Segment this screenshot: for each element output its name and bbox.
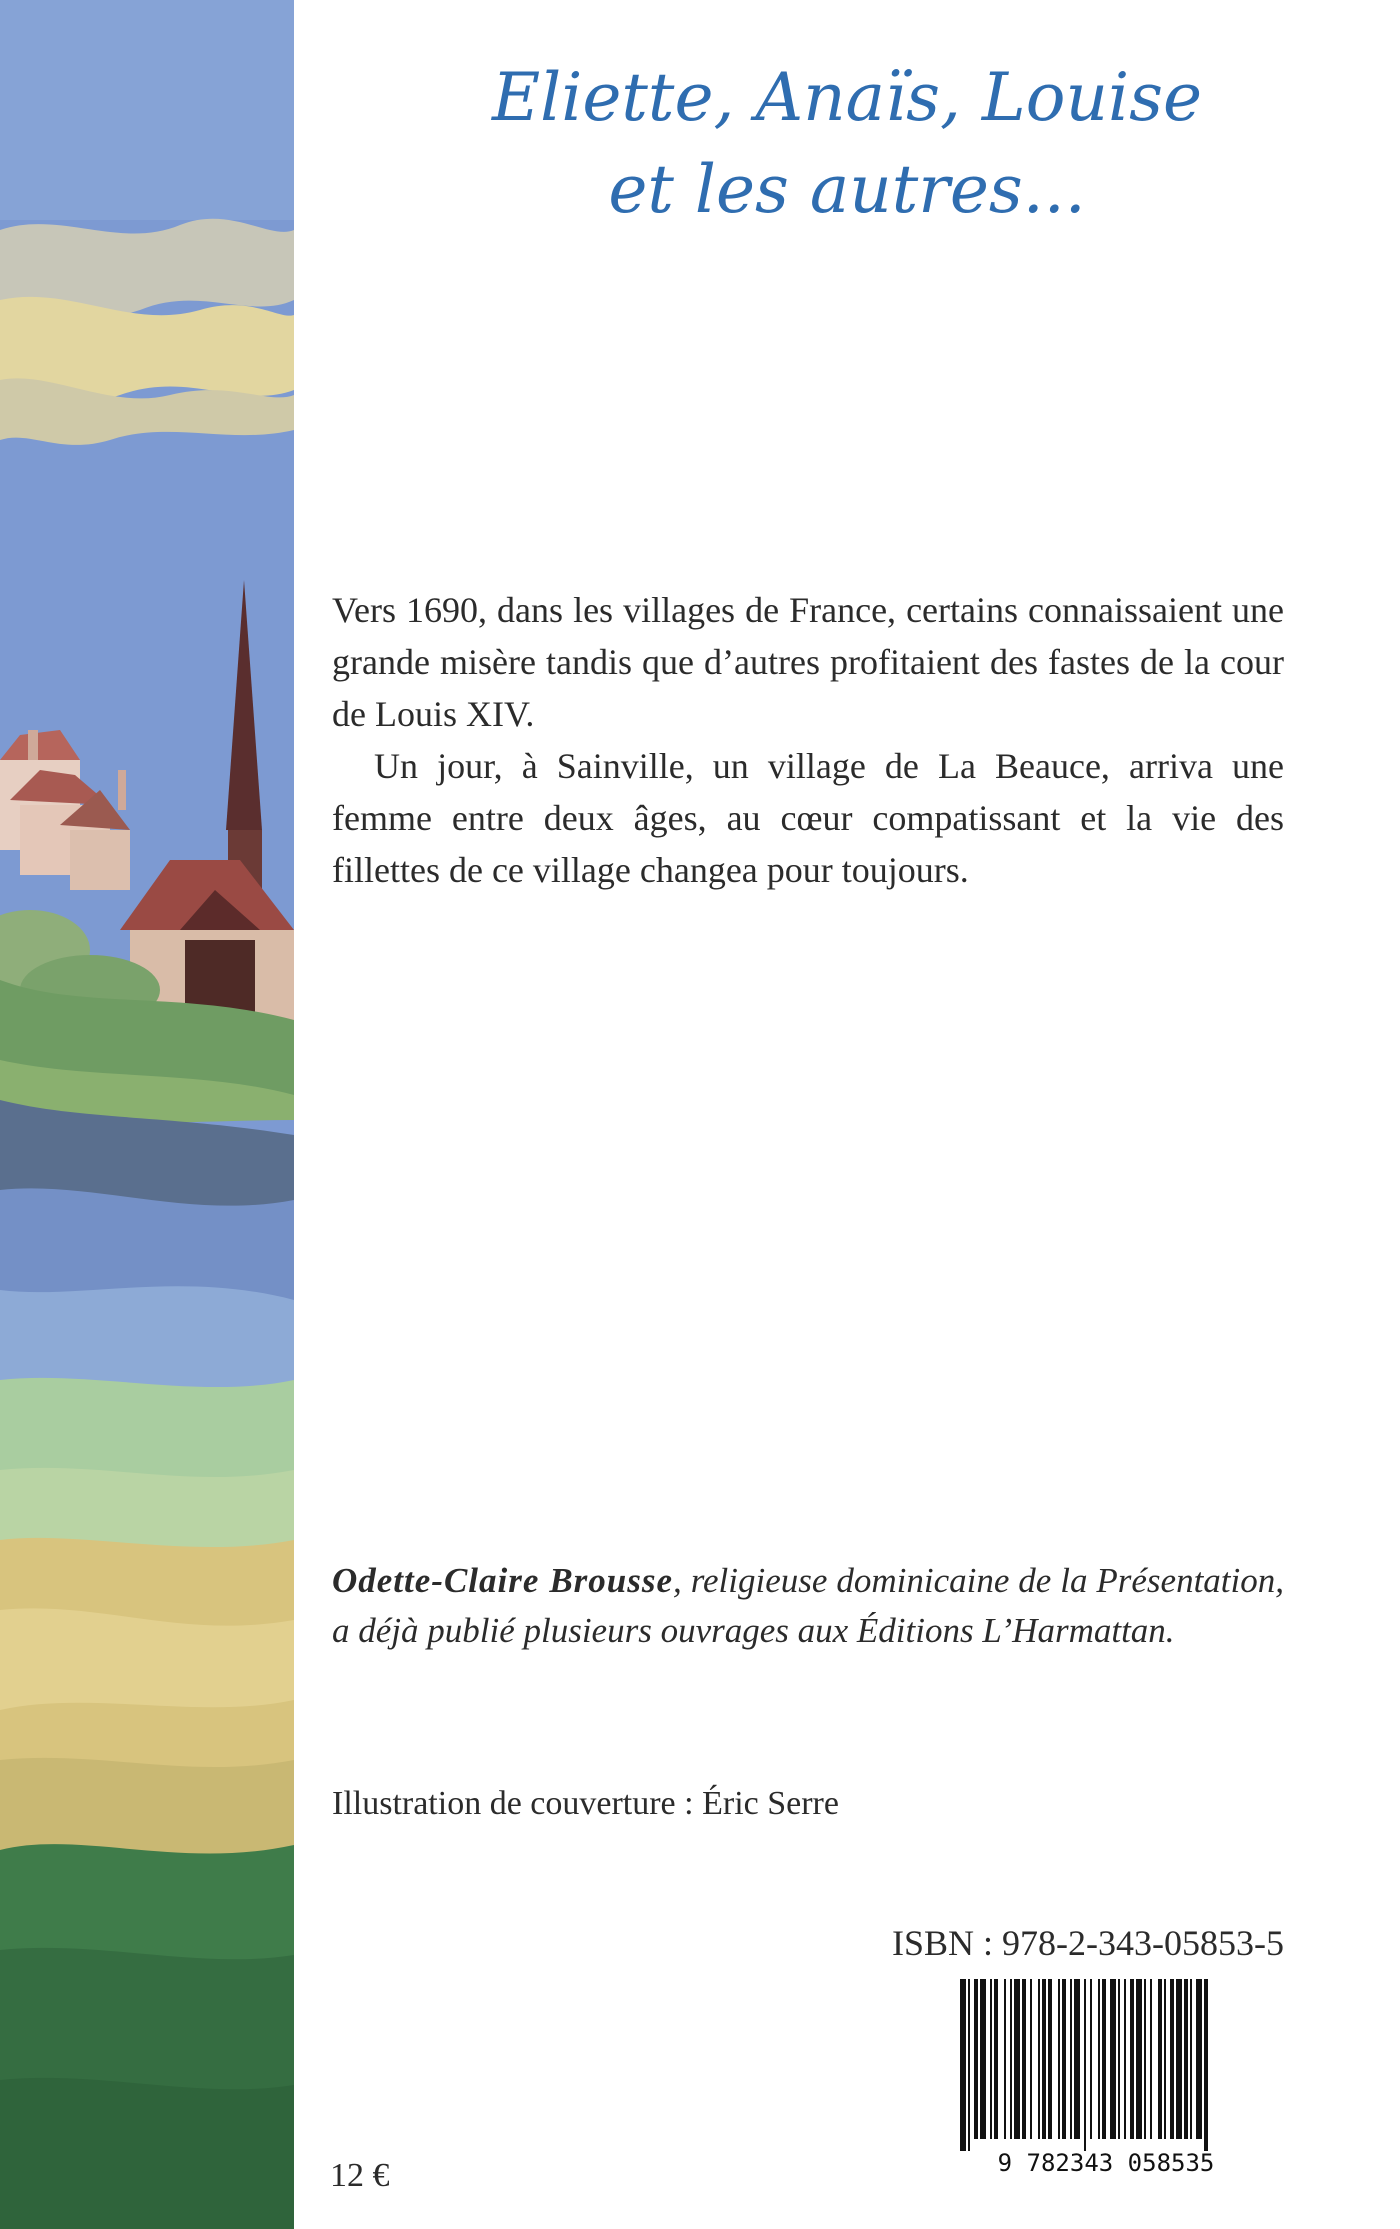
barcode-bar [1118, 1979, 1120, 2139]
barcode-bar [1048, 1979, 1052, 2139]
barcode-bar [1124, 1979, 1126, 2139]
barcode-bar [1164, 1979, 1166, 2139]
book-title-line-2: et les autres... [608, 151, 1086, 228]
barcode-bar [1150, 1979, 1152, 2139]
barcode-bar [1144, 1979, 1146, 2139]
author-bio [332, 1556, 1284, 1656]
barcode-bars [960, 1979, 1208, 2151]
barcode-bar [1102, 1979, 1106, 2139]
barcode-digits: 9 782343 058535 [997, 2149, 1215, 2177]
isbn-number: ISBN : 978-2-343-05853-5 [892, 1923, 1284, 1963]
barcode-graphic [940, 1977, 1272, 2177]
barcode-bar [1184, 1979, 1188, 2139]
barcode-bar [1098, 1979, 1100, 2139]
cover-illustration-strip [0, 0, 294, 2229]
barcode-bar [1062, 1979, 1066, 2139]
barcode-bar [974, 1979, 978, 2139]
barcode-bar [1058, 1979, 1060, 2139]
author-bio-text: , religieuse dominicaine de la Présentation, a déjà publié plusieurs ouvrages aux Éditions L’Harmattan. [332, 1561, 1284, 1650]
barcode-bar [1074, 1979, 1080, 2139]
book-blurb [332, 584, 1284, 896]
barcode-bar [960, 1979, 966, 2151]
barcode-bar [1070, 1979, 1072, 2139]
book-title-line-1: Eliette, Anaïs, Louise [491, 59, 1203, 136]
back-cover-content [294, 0, 1400, 2229]
barcode-bar [1130, 1979, 1134, 2139]
barcode-bar [1022, 1979, 1026, 2139]
barcode-bar [1010, 1979, 1012, 2139]
blurb-paragraph-1: Vers 1690, dans les villages de France, certains connaissaient une grande misère tandis que d’autres profitaient des fastes de la cour de Louis XIV. [332, 590, 1284, 734]
barcode-bar [1038, 1979, 1040, 2139]
book-title [294, 52, 1400, 236]
blurb-paragraph-2: Un jour, à Sainville, un village de La Beauce, arriva une femme entre deux âges, au cœur compatissant et la vie des fillettes de ce village changea pour toujours. [332, 746, 1284, 890]
barcode-bar [1170, 1979, 1174, 2139]
barcode-bar [1136, 1979, 1142, 2139]
barcode-bar [1042, 1979, 1046, 2139]
barcode-bar [1084, 1979, 1086, 2151]
illustration-credit: Illustration de couverture : Éric Serre [332, 1785, 839, 1822]
barcode-bar [1176, 1979, 1182, 2139]
barcode [940, 1977, 1272, 2177]
barcode-bar [980, 1979, 986, 2139]
barcode-bar [1158, 1979, 1162, 2139]
price: 12 € [330, 2157, 390, 2194]
barcode-bar [1190, 1979, 1192, 2139]
barcode-bar [994, 1979, 998, 2139]
barcode-bar [990, 1979, 992, 2139]
barcode-bar [1030, 1979, 1032, 2139]
barcode-bar [968, 1979, 970, 2151]
barcode-bar [1014, 1979, 1020, 2139]
barcode-bar [1090, 1979, 1092, 2139]
barcode-bar [1196, 1979, 1202, 2139]
author-name: Odette-Claire Brousse [332, 1561, 674, 1600]
barcode-bar [1204, 1979, 1208, 2151]
barcode-bar [1110, 1979, 1116, 2139]
barcode-bar [1004, 1979, 1006, 2139]
village-landscape-illustration [0, 0, 294, 2229]
